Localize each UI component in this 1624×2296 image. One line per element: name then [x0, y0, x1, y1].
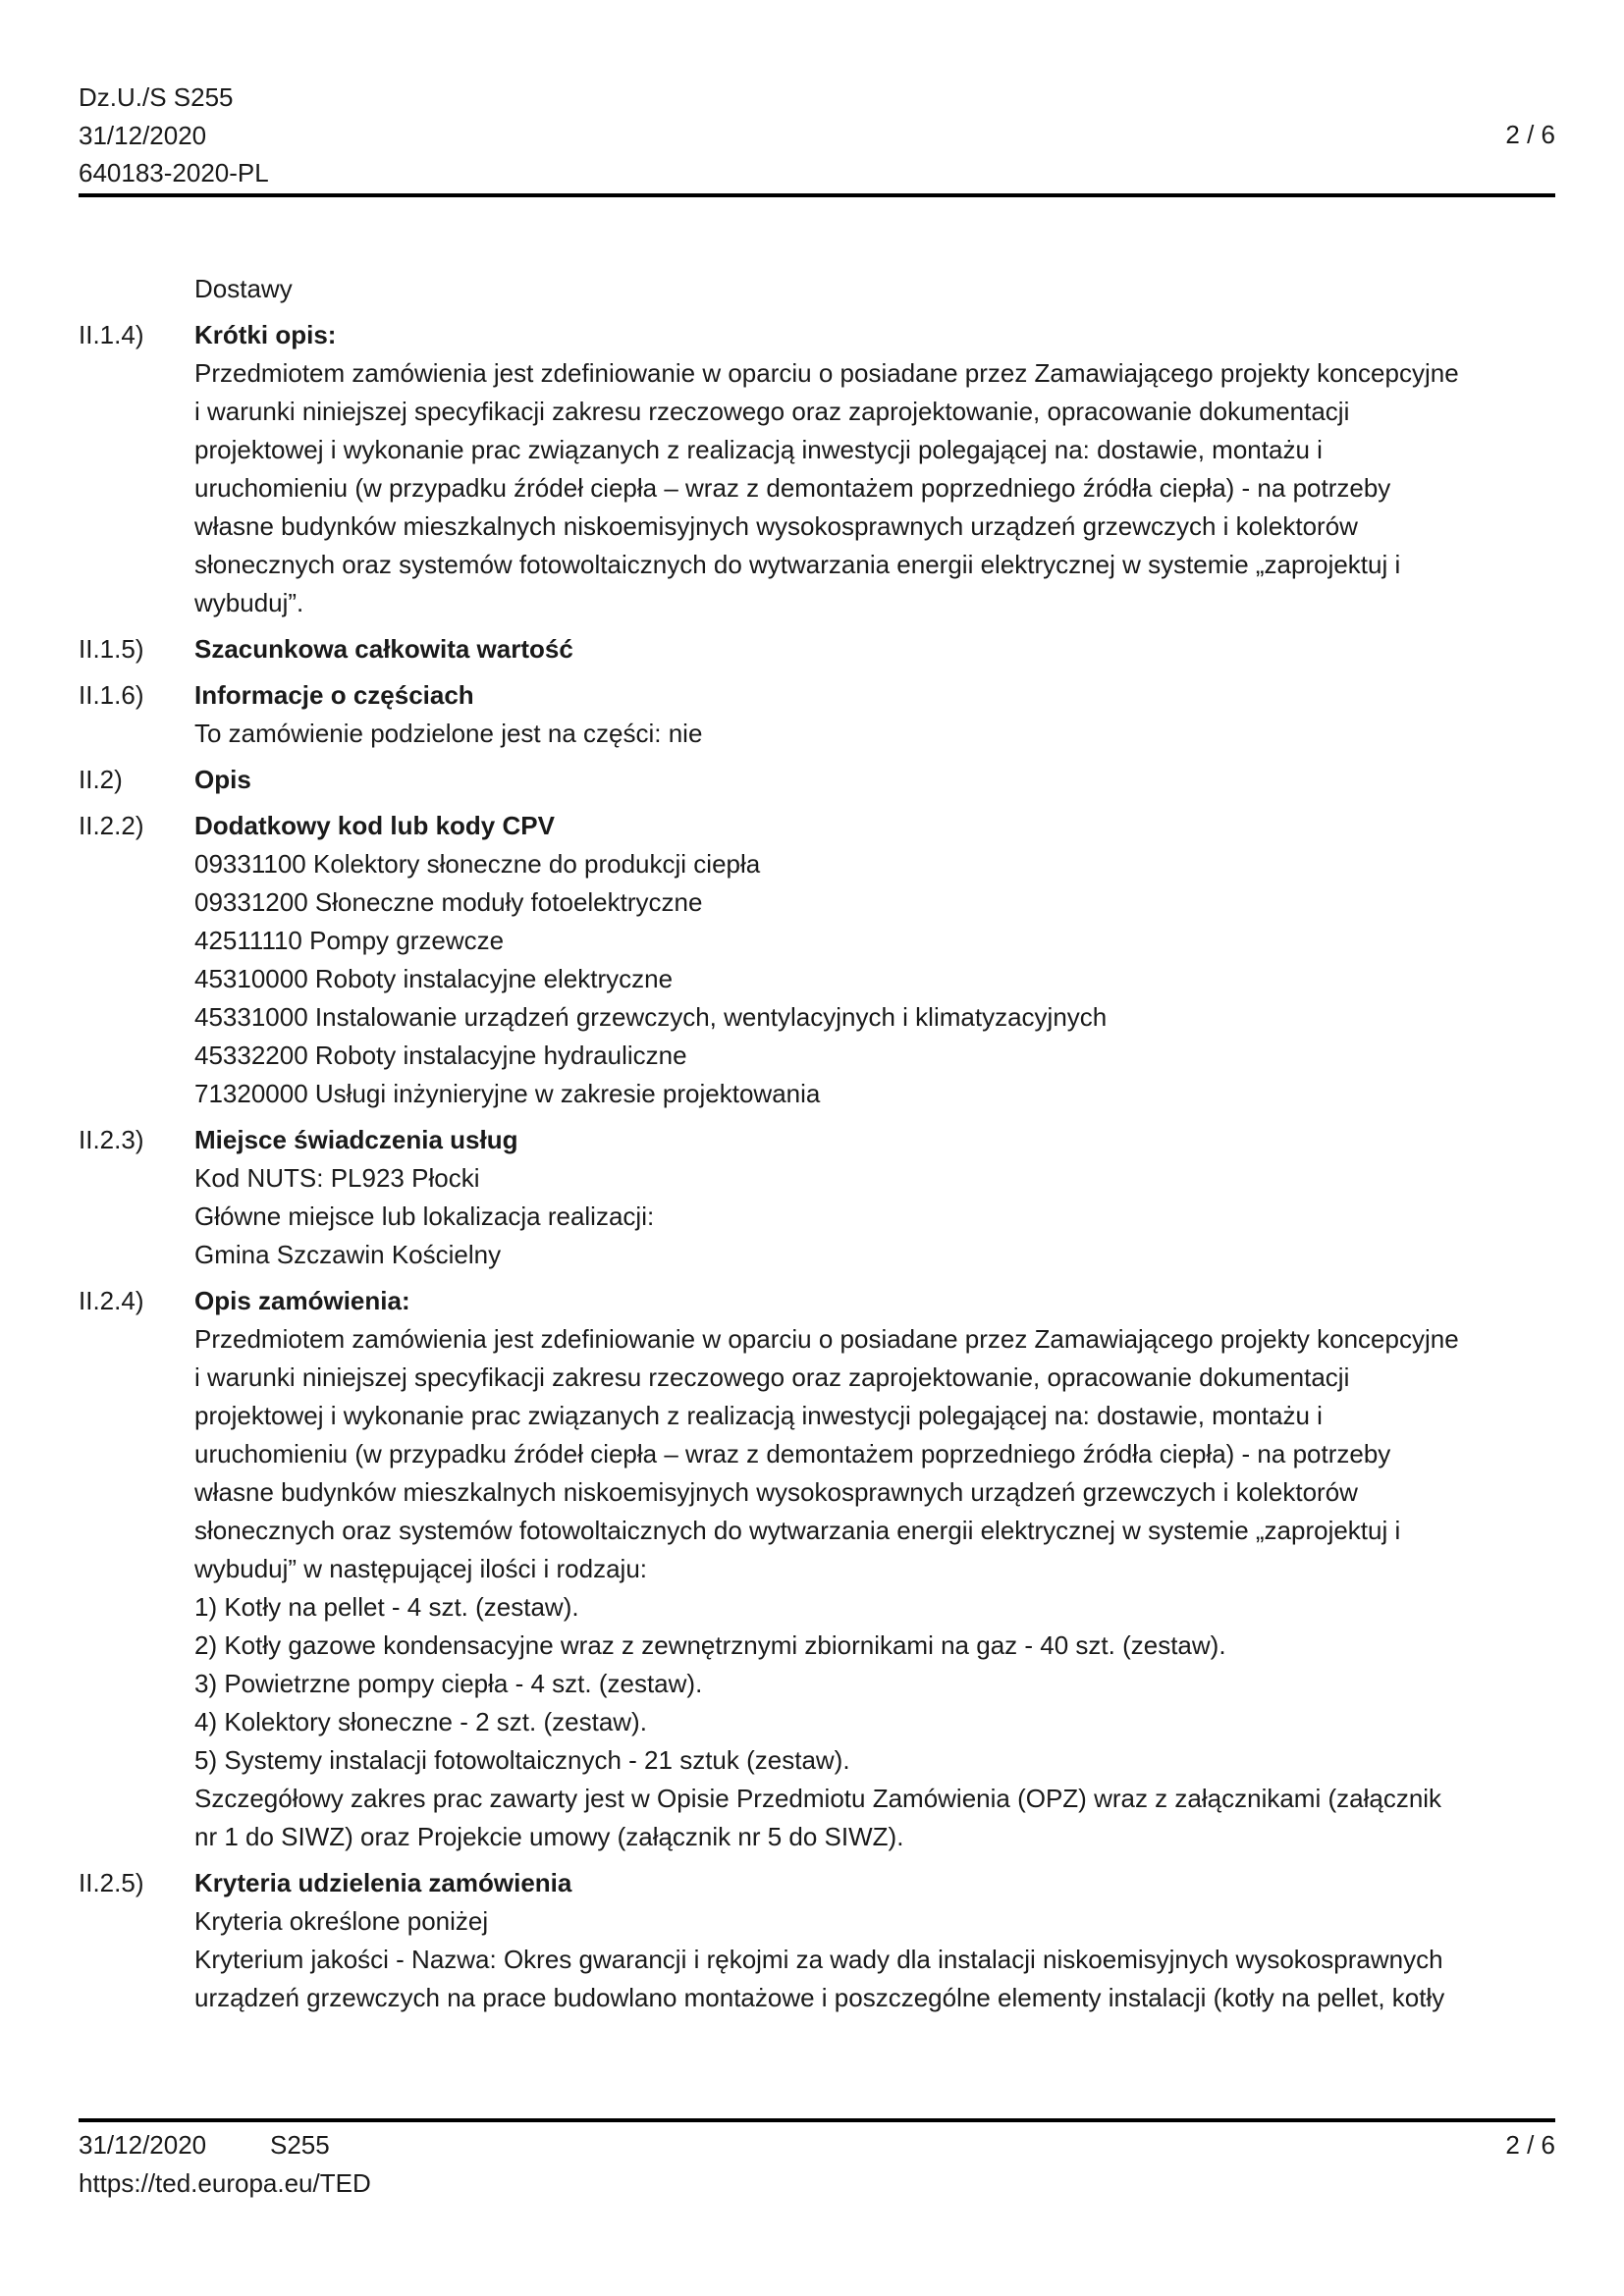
section [79, 1121, 1555, 1274]
section-title: Krótki opis: [194, 320, 337, 349]
notice-content [79, 270, 1555, 2025]
section-text-line: Kod NUTS: PL923 Płocki [194, 1163, 480, 1193]
section-number: II.2) [79, 765, 123, 794]
section-text-line: Kryterium jakości - Nazwa: Okres gwarancji i rękojmi za wady dla instalacji niskoemisyjnych wysokosprawnych [194, 1945, 1443, 1974]
section-number: II.2.3) [79, 1125, 144, 1154]
section-body [194, 761, 1555, 799]
section-text-line: 45310000 Roboty instalacyjne elektryczne [194, 964, 674, 993]
section-number: II.2.5) [79, 1868, 144, 1897]
section-text-line: 1) Kotły na pellet - 4 szt. (zestaw). [194, 1592, 579, 1622]
section-title: Miejsce świadczenia usług [194, 1125, 518, 1154]
section-text-line: Przedmiotem zamówienia jest zdefiniowanie w oparciu o posiadane przez Zamawiającego projekty koncepcyjne [194, 1324, 1459, 1354]
section-title: Informacje o częściach [194, 680, 474, 710]
section-text-line: projektowej i wykonanie prac związanych z realizacją inwestycji polegającej na: dostawie, montażu i [194, 1401, 1323, 1430]
section-text-line: i warunki niniejszej specyfikacji zakresu rzeczowego oraz zaprojektowanie, opracowanie dokumentacji [194, 397, 1350, 426]
pre-line-row [79, 270, 1555, 308]
section-text-line: własne budynków mieszkalnych niskoemisyjnych wysokosprawnych urządzeń grzewczych i kolektorów [194, 1477, 1358, 1507]
section-number: II.2.2) [79, 811, 144, 840]
footer-issue: S255 [270, 2130, 330, 2160]
section-text-line: uruchomieniu (w przypadku źródeł ciepła – wraz z demontażem poprzedniego źródła ciepła) - na potrzeby [194, 1439, 1391, 1468]
section-text-line: uruchomieniu (w przypadku źródeł ciepła – wraz z demontażem poprzedniego źródła ciepła) - na potrzeby [194, 473, 1391, 503]
section-text-line: własne budynków mieszkalnych niskoemisyjnych wysokosprawnych urządzeń grzewczych i kolektorów [194, 511, 1358, 541]
sections-list [79, 316, 1555, 2017]
section-text-line: Główne miejsce lub lokalizacja realizacji: [194, 1201, 655, 1231]
section [79, 630, 1555, 668]
section-number [79, 270, 194, 308]
section-text-line: nr 1 do SIWZ) oraz Projekcie umowy (załącznik nr 5 do SIWZ). [194, 1822, 904, 1851]
section [79, 1864, 1555, 2017]
section-text-line: Gmina Szczawin Kościelny [194, 1240, 502, 1269]
header-meta [79, 79, 269, 192]
section-text-line: i warunki niniejszej specyfikacji zakresu rzeczowego oraz zaprojektowanie, opracowanie dokumentacji [194, 1362, 1350, 1392]
section-text-line: Kryteria określone poniżej [194, 1906, 489, 1936]
section-body [194, 316, 1555, 622]
section-title: Opis zamówienia: [194, 1286, 410, 1315]
section-body [194, 1864, 1555, 2017]
section-text-line: Przedmiotem zamówienia jest zdefiniowanie w oparciu o posiadane przez Zamawiającego projekty koncepcyjne [194, 358, 1459, 388]
section-text-line: 45331000 Instalowanie urządzeń grzewczych, wentylacyjnych i klimatyzacyjnych [194, 1002, 1108, 1032]
section-text-line: wybuduj” w następującej ilości i rodzaju: [194, 1554, 648, 1583]
section-text-line: 3) Powietrzne pompy ciepła - 4 szt. (zestaw). [194, 1669, 703, 1698]
section-text-line: 5) Systemy instalacji fotowoltaicznych - 21 sztuk (zestaw). [194, 1745, 850, 1775]
section-number: II.1.4) [79, 320, 144, 349]
section-title: Kryteria udzielenia zamówienia [194, 1868, 572, 1897]
journal-ref: Dz.U./S S255 [79, 82, 234, 112]
page-number: 2 / 6 [1505, 120, 1555, 149]
footer-date: 31/12/2020 [79, 2130, 207, 2160]
section-number: II.1.6) [79, 680, 144, 710]
section-text-line: 4) Kolektory słoneczne - 2 szt. (zestaw). [194, 1707, 647, 1736]
section-title: Dodatkowy kod lub kody CPV [194, 811, 555, 840]
section-text-line: 42511110 Pompy grzewcze [194, 926, 505, 955]
section-text-line: 09331100 Kolektory słoneczne do produkcji ciepła [194, 849, 761, 879]
section [79, 761, 1555, 799]
section-text-line: urządzeń grzewczych na prace budowlano montażowe i poszczególne elementy instalacji (kotły na pellet, kotły [194, 1983, 1445, 2012]
section-text-line: projektowej i wykonanie prac związanych z realizacją inwestycji polegającej na: dostawie, montażu i [194, 435, 1323, 464]
section-body [194, 807, 1555, 1113]
section-title: Opis [194, 765, 251, 794]
section-title: Szacunkowa całkowita wartość [194, 634, 573, 664]
section-text-line: słonecznych oraz systemów fotowoltaicznych do wytwarzania energii elektrycznej w systemie „zaprojektuj i [194, 550, 1401, 579]
publication-date: 31/12/2020 [79, 120, 207, 150]
section-text-line: słonecznych oraz systemów fotowoltaicznych do wytwarzania energii elektrycznej w systemie „zaprojektuj i [194, 1516, 1401, 1545]
section-body [194, 1282, 1555, 1856]
page-footer [79, 2118, 1555, 2203]
section [79, 1282, 1555, 1856]
section-body [194, 676, 1555, 753]
section [79, 807, 1555, 1113]
footer-url[interactable]: https://ted.europa.eu/TED [79, 2168, 371, 2198]
section-text-line: wybuduj”. [194, 588, 304, 617]
section [79, 316, 1555, 622]
section-text-line: 45332200 Roboty instalacyjne hydrauliczne [194, 1041, 687, 1070]
footer-page-number: 2 / 6 [1505, 2130, 1555, 2160]
section-text-line: To zamówienie podzielone jest na części: nie [194, 719, 703, 748]
section [79, 676, 1555, 753]
section-text-line: Szczegółowy zakres prac zawarty jest w Opisie Przedmiotu Zamówienia (OPZ) wraz z załącznikami (załącznik [194, 1784, 1442, 1813]
section-number: II.2.4) [79, 1286, 144, 1315]
section-number: II.1.5) [79, 634, 144, 664]
section-body [194, 1121, 1555, 1274]
contract-type: Dostawy [194, 274, 293, 303]
section-body [194, 630, 1555, 668]
notice-id: 640183-2020-PL [79, 158, 269, 187]
section-text-line: 09331200 Słoneczne moduły fotoelektryczne [194, 887, 703, 917]
section-text-line: 71320000 Usługi inżynieryjne w zakresie projektowania [194, 1079, 821, 1108]
page-header [79, 79, 1555, 197]
section-text-line: 2) Kotły gazowe kondensacyjne wraz z zewnętrznymi zbiornikami na gaz - 40 szt. (zestaw). [194, 1630, 1226, 1660]
